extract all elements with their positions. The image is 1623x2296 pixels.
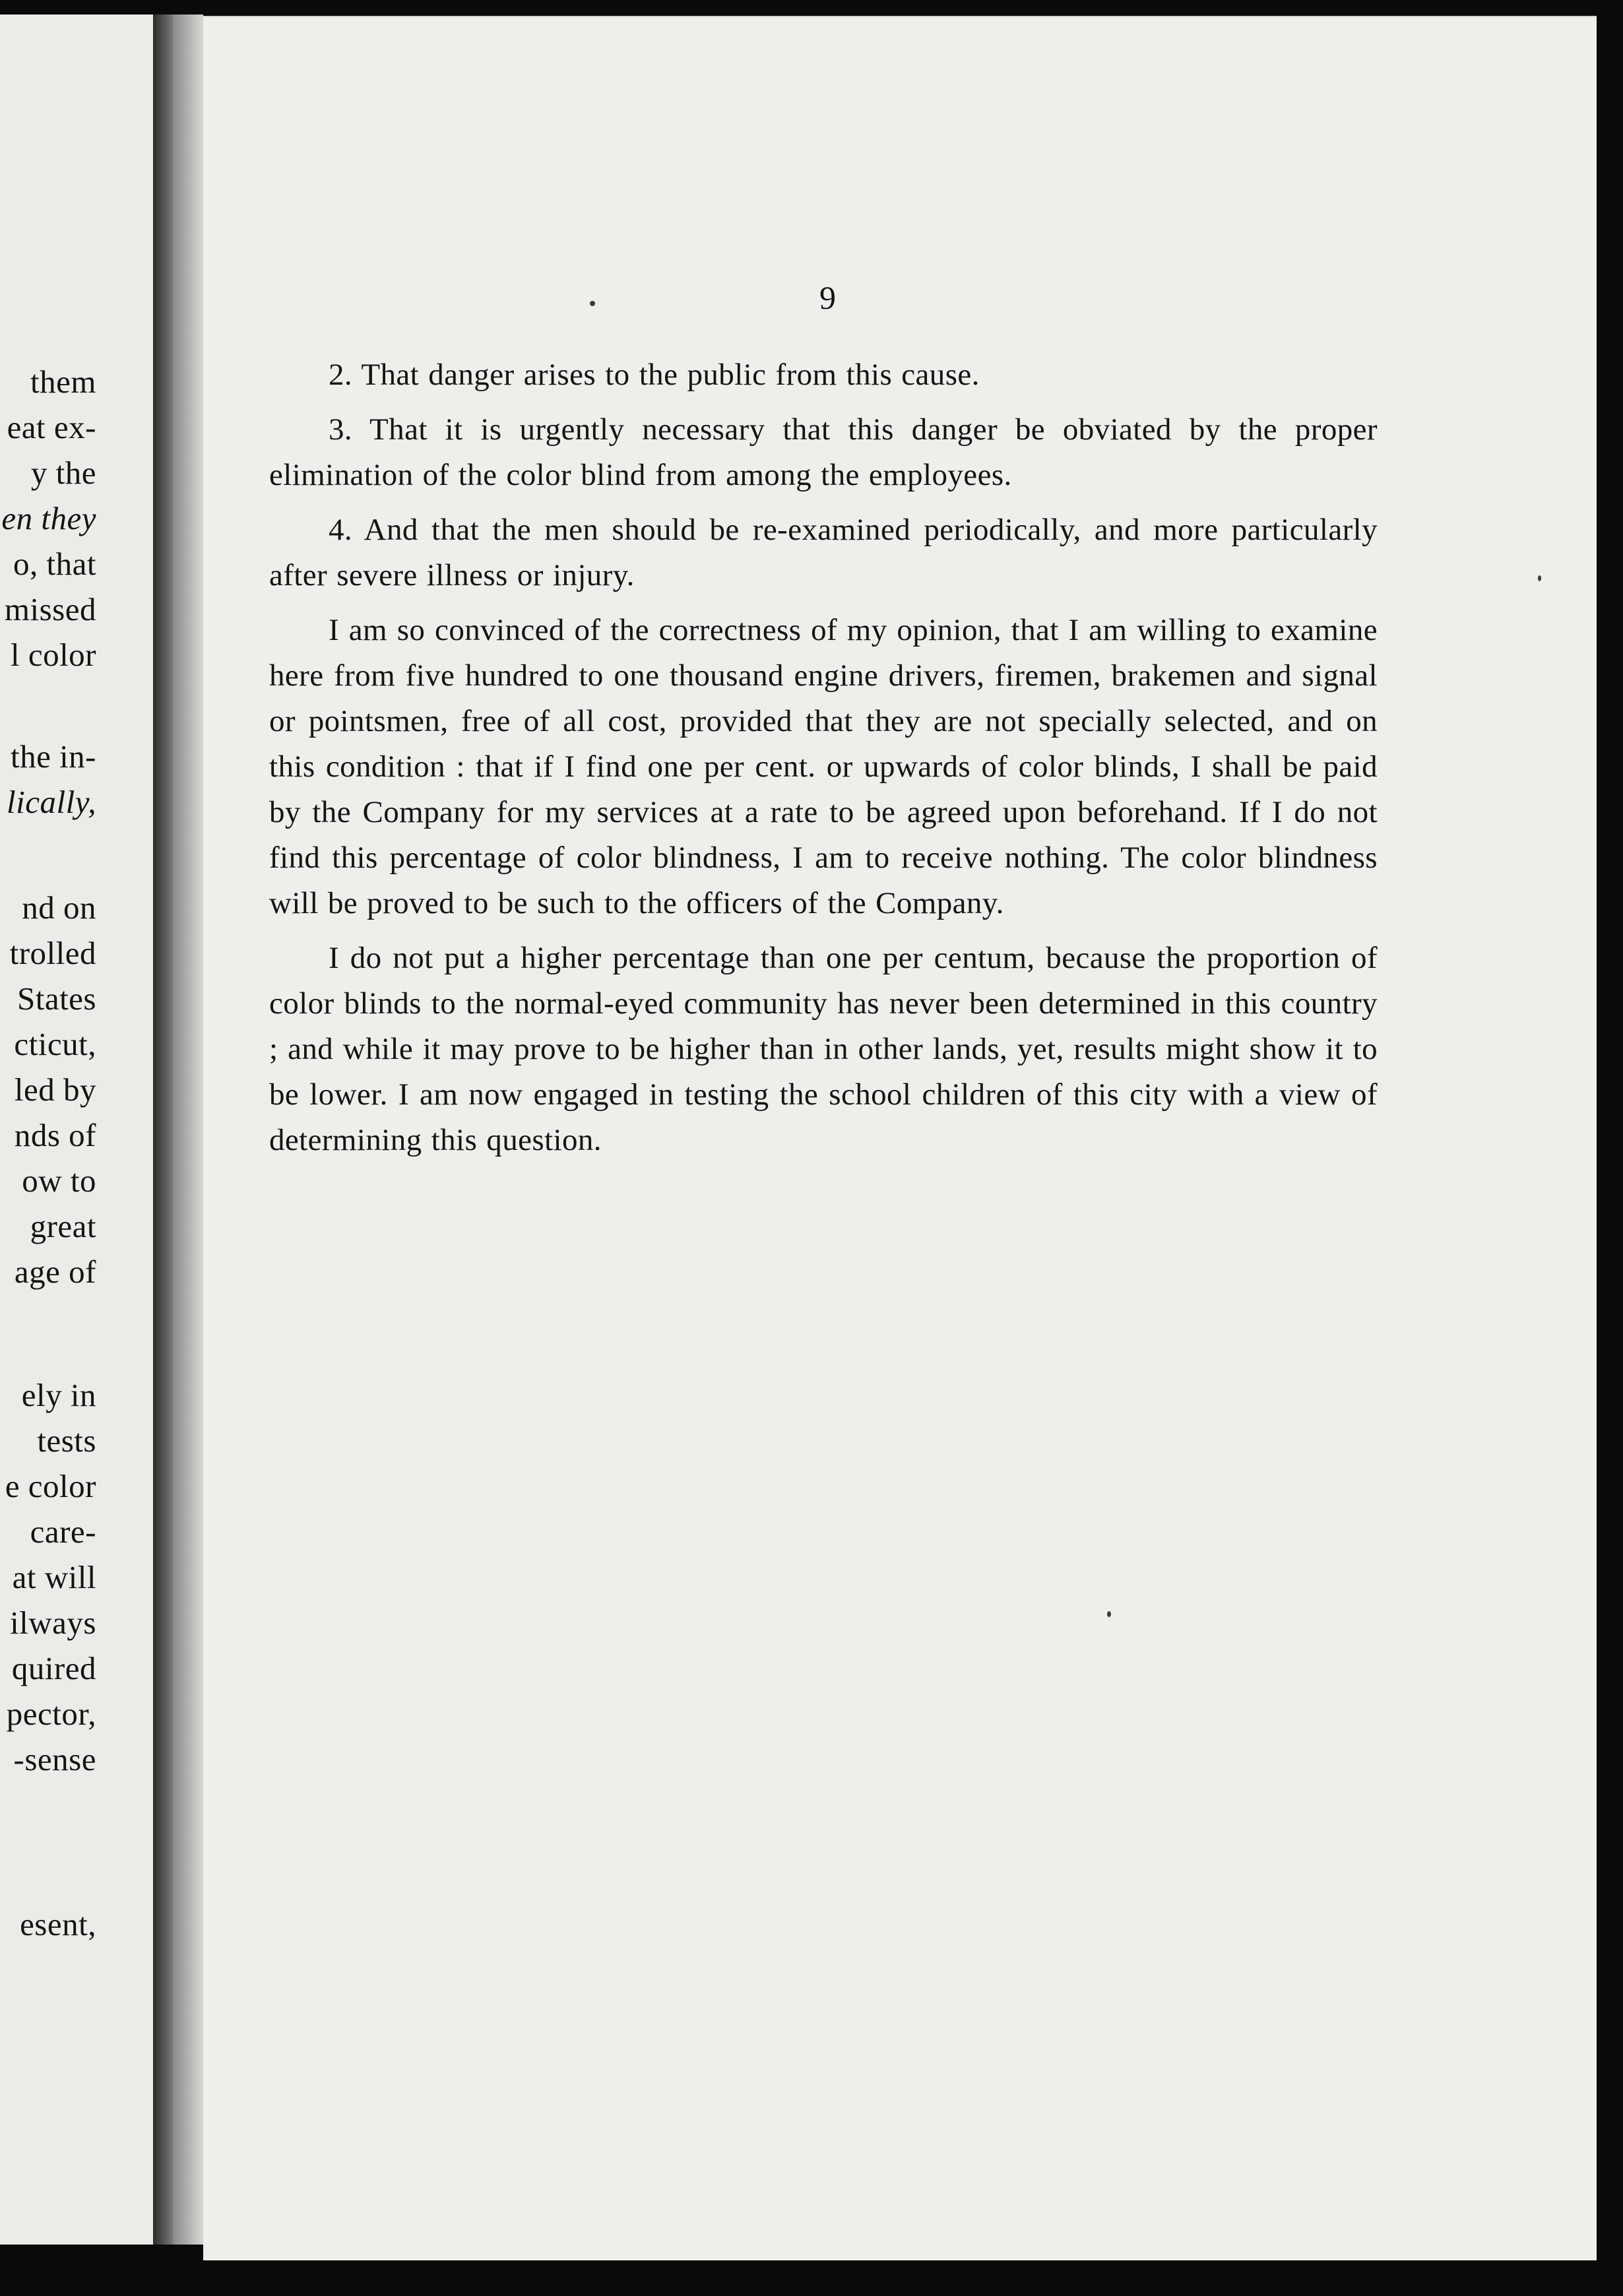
main-page bbox=[203, 16, 1597, 2260]
left-page-line: eat ex- bbox=[7, 409, 96, 445]
left-page-line: trolled bbox=[9, 935, 96, 971]
left-page-line: cticut, bbox=[14, 1026, 96, 1062]
left-facing-page bbox=[0, 15, 153, 2245]
paragraph-point-2: 2. That danger arises to the public from this cause. bbox=[329, 358, 980, 392]
paragraph-percentage: I do not put a higher percentage than one per centum, because the proportion of color blinds to the normal-eyed community has never been determined in this country ; and while it may prove to be higher than in other lands, yet, results might show it to be lower. I am now engaged in testing the school children of this city with a view of determining this question. bbox=[269, 941, 1378, 1157]
paragraph-point-4: 4. And that the men should be re-examined periodically, and more particularly after severe illness or injury. bbox=[269, 513, 1378, 592]
left-page-line: them bbox=[30, 364, 96, 400]
left-page-line: at will bbox=[12, 1559, 96, 1595]
paper-speck bbox=[1538, 575, 1541, 581]
left-page-line: age of bbox=[14, 1254, 96, 1290]
left-page-line: en they bbox=[1, 500, 96, 536]
left-page-line: ow to bbox=[22, 1163, 96, 1199]
left-page-line: ilways bbox=[10, 1605, 96, 1641]
book-spine-shadow bbox=[153, 15, 173, 2245]
left-page-line: nd on bbox=[22, 889, 96, 926]
left-page-line: ely in bbox=[21, 1377, 96, 1413]
paper-speck bbox=[1107, 1611, 1111, 1617]
left-page-line: o, that bbox=[13, 546, 96, 582]
left-page-line: the in- bbox=[10, 738, 96, 775]
paragraph-offer: I am so convinced of the correctness of my opinion, that I am willing to examine here from five hundred to one thousand engine drivers, firemen, brakemen and signal or pointsmen, free of all cost, provided that they are not specially selected, and on this condition : that if I find one per cent. or upwards of color blinds, I shall be paid by the Company for my services at a rate to be agreed upon beforehand. If I do not find this percentage of color blindness, I am to receive nothing. The color blindness will be proved to be such to the officers of the Company. bbox=[269, 613, 1378, 920]
left-page-line: missed bbox=[4, 591, 96, 627]
left-page-line: States bbox=[16, 980, 96, 1017]
left-page-line: -sense bbox=[13, 1741, 96, 1777]
left-page-line: pector, bbox=[6, 1696, 96, 1732]
paragraph-point-3: 3. That it is urgently necessary that this danger be obviated by the proper elimination of the color blind from among the employees. bbox=[269, 412, 1378, 492]
left-page-line: esent, bbox=[20, 1906, 96, 1942]
left-page-line: led by bbox=[14, 1071, 96, 1108]
page-number: 9 bbox=[819, 279, 836, 316]
left-page-line: e color bbox=[5, 1468, 96, 1504]
left-page-line: quired bbox=[11, 1650, 96, 1686]
left-page-line: great bbox=[30, 1208, 96, 1244]
left-page-line: tests bbox=[37, 1422, 96, 1459]
paper-speck bbox=[590, 301, 595, 306]
left-page-line: care- bbox=[30, 1514, 96, 1550]
left-page-line: nds of bbox=[14, 1117, 96, 1153]
left-page-line: y the bbox=[30, 455, 96, 491]
left-page-line: lically, bbox=[7, 784, 96, 820]
left-page-line: l color bbox=[10, 637, 96, 673]
body-text bbox=[269, 352, 1378, 1172]
book-gutter bbox=[173, 15, 203, 2245]
